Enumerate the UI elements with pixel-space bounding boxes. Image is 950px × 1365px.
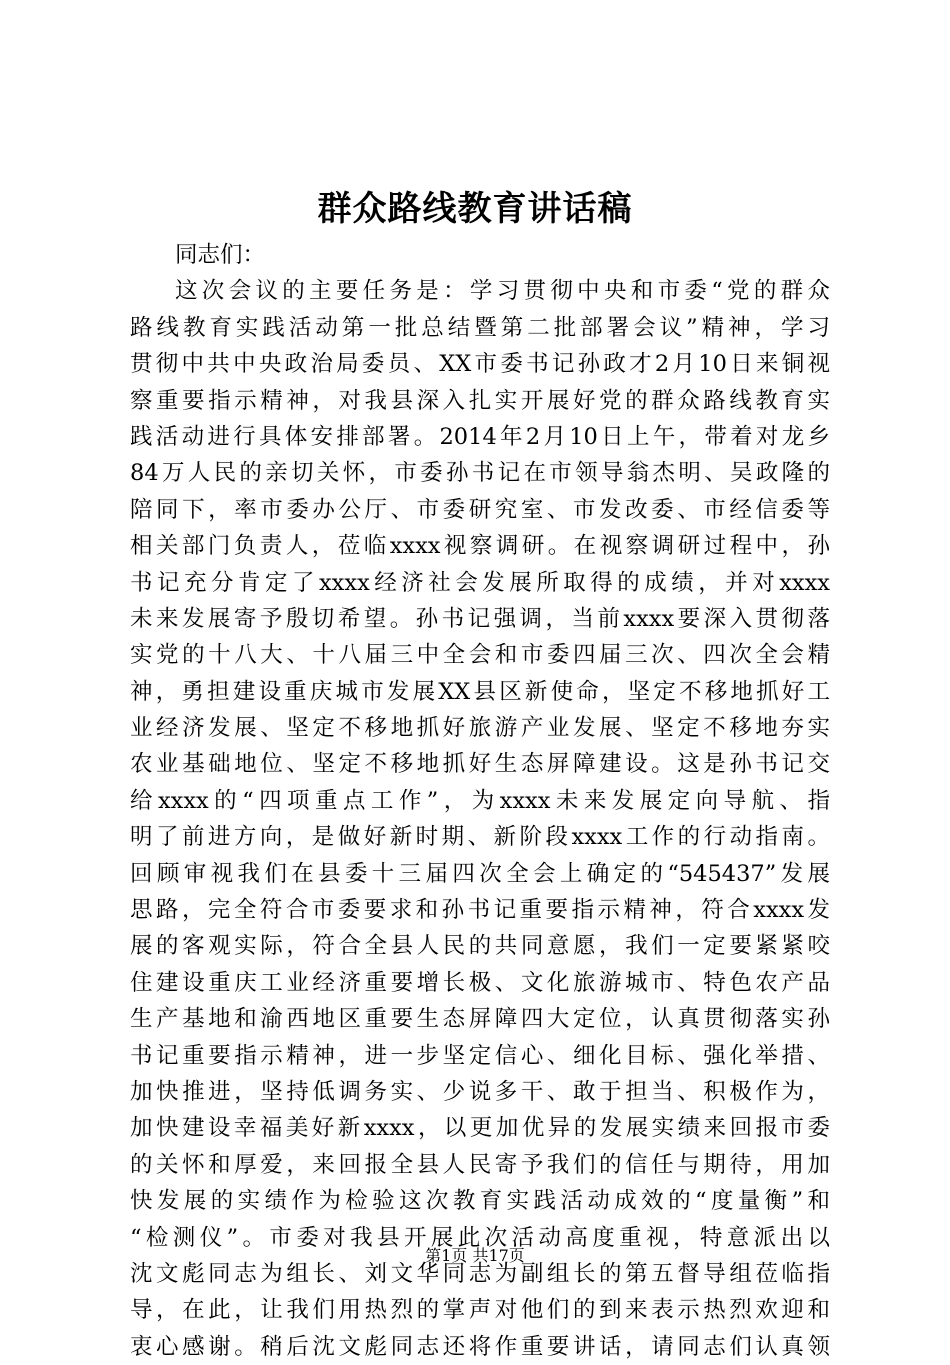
text-line: 农业基础地位、坚定不移地抓好生态屏障建设。这是孙书记交 [130,751,830,778]
document-title: 群众路线教育讲话稿 [317,189,633,229]
text-line: 84万人民的亲切关怀，市委孙书记在市领导翁杰明、吴政隆的 [130,460,830,487]
text-line: 未来发展寄予殷切希望。孙书记强调，当前xxxx要深入贯彻落 [130,605,830,632]
text-line: 思路，完全符合市委要求和孙书记重要指示精神，符合xxxx发 [130,897,830,924]
text-line: 践活动进行具体安排部署。2014年2月10日上午，带着对龙乡 [130,423,830,450]
salutation: 同志们： [175,242,266,268]
text-line: 实党的十八大、十八届三中全会和市委四届三次、四次全会精 [130,642,830,669]
text-line: 导，在此，让我们用热烈的掌声对他们的到来表示热烈欢迎和 [130,1297,830,1324]
text-line: 路线教育实践活动第一批总结暨第二批部署会议”精神，学习 [130,314,830,341]
text-line: 书记充分肯定了xxxx经济社会发展所取得的成绩，并对xxxx [130,569,830,596]
text-line: 回顾审视我们在县委十三届四次全会上确定的“545437”发展 [130,860,830,887]
text-line: 书记重要指示精神，进一步坚定信心、细化目标、强化举措、 [130,1042,830,1069]
text-line: 生产基地和渝西地区重要生态屏障四大定位，认真贯彻落实孙 [130,1006,830,1033]
text-line: 加快建设幸福美好新xxxx，以更加优异的发展实绩来回报市委 [130,1115,830,1142]
text-line: 住建设重庆工业经济重要增长极、文化旅游城市、特色农产品 [130,969,830,996]
text-line: 陪同下，率市委办公厅、市委研究室、市发改委、市经信委等 [130,496,830,523]
text-line: 这次会议的主要任务是：学习贯彻中央和市委“党的群众 [175,278,830,305]
text-line: 衷心感谢。稍后沈文彪同志还将作重要讲话，请同志们认真领 [130,1333,830,1360]
text-line: “检测仪”。市委对我县开展此次活动高度重视，特意派出以 [130,1224,830,1251]
text-line: 的关怀和厚爱，来回报全县人民寄予我们的信任与期待，用加 [130,1151,830,1178]
text-line: 业经济发展、坚定不移地抓好旅游产业发展、坚定不移地夯实 [130,715,830,742]
text-line: 加快推进，坚持低调务实、少说多干、敢于担当、积极作为， [130,1078,830,1105]
text-line: 神，勇担建设重庆城市发展XX县区新使命，坚定不移地抓好工 [130,678,830,705]
text-line: 贯彻中共中央政治局委员、XX市委书记孙政才2月10日来铜视 [130,351,830,378]
text-line: 明了前进方向，是做好新时期、新阶段xxxx工作的行动指南。 [130,824,830,851]
text-line: 相关部门负责人，莅临xxxx视察调研。在视察调研过程中，孙 [130,533,830,560]
text-line: 快发展的实绩作为检验这次教育实践活动成效的“度量衡”和 [130,1188,830,1215]
document-body [130,237,830,1365]
page-number: 第1页 共17页 [425,1246,525,1265]
text-line: 沈文彪同志为组长、刘文华同志为副组长的第五督导组莅临指 [130,1260,830,1287]
text-line: 察重要指示精神，对我县深入扎实开展好党的群众路线教育实 [130,387,830,414]
text-line: 给xxxx的“四项重点工作”，为xxxx未来发展定向导航、指 [130,787,830,814]
text-line: 展的客观实际，符合全县人民的共同意愿，我们一定要紧紧咬 [130,933,830,960]
